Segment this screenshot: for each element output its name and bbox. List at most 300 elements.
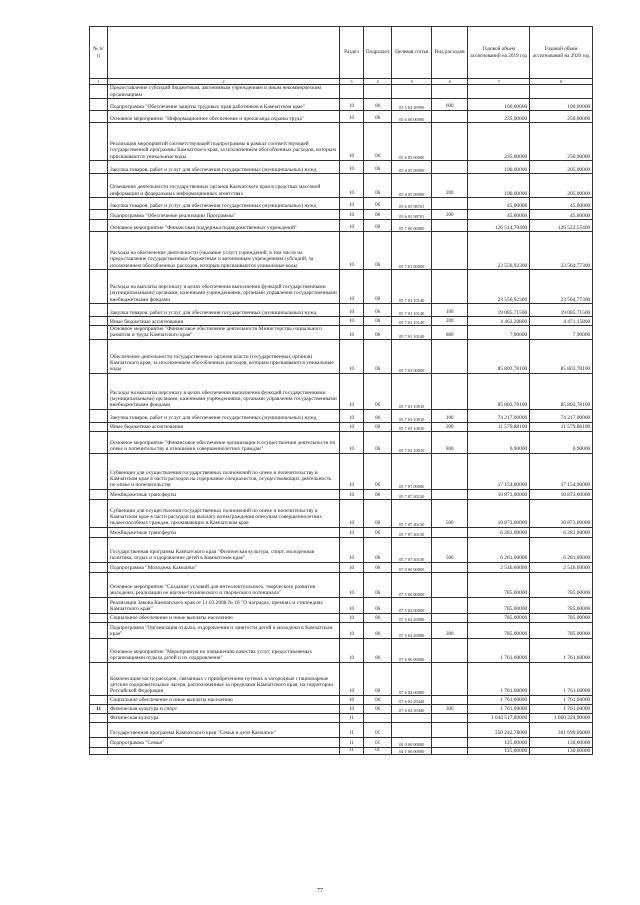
row-razdel: 11 — [340, 722, 364, 737]
table-row — [90, 85, 593, 99]
table-body — [90, 85, 593, 755]
row-razdel: 10 — [340, 527, 364, 537]
row-podrazdel: 06 — [364, 209, 392, 219]
row-amount-2020 — [530, 85, 593, 99]
row-csr: 07 6 00 00000 — [392, 638, 432, 662]
row-csr: 07 6 02 00000 — [392, 662, 432, 695]
row-razdel: 10 — [340, 597, 364, 613]
budget-table — [89, 26, 593, 755]
row-razdel: 10 — [340, 662, 364, 695]
row-vr — [432, 231, 468, 269]
row-name: Обеспечение деятельности государственных органов власти (государственных органов) Камчатского края, за исключением обособленных расходов, которым присваиваются уникальные коды — [108, 339, 340, 373]
row-podrazdel: 06 — [364, 122, 392, 160]
row-razdel: 10 — [340, 269, 364, 303]
row-amount-2019: 100,00000 — [468, 98, 530, 110]
row-razdel: 10 — [340, 409, 364, 422]
row-amount-2020: 100,00000 — [530, 98, 593, 110]
col-number: 5 — [392, 79, 432, 85]
row-vr — [432, 489, 468, 499]
row-csr: 05 6 05 98701 — [392, 209, 432, 219]
row-amount-2020: 6 281,00000 — [530, 537, 593, 562]
row-vr: 300 — [432, 622, 468, 638]
row-razdel: 10 — [340, 219, 364, 231]
col-header-2020: Годовой объем ассигнований на 2020 год — [530, 27, 593, 79]
row-number — [90, 85, 108, 99]
row-number: 11 — [90, 704, 108, 713]
row-csr — [392, 722, 432, 737]
table-row — [90, 572, 593, 597]
row-vr: 300 — [432, 704, 468, 713]
row-razdel: 10 — [340, 613, 364, 622]
row-name: Закупка товаров, работ и услуг для обеспечения государственных (муниципальных) нужд — [108, 303, 340, 316]
row-razdel: 10 — [340, 316, 364, 325]
row-number — [90, 98, 108, 110]
row-amount-2020: 2 546,60000 — [530, 562, 593, 572]
row-amount-2020: 45,00000 — [530, 209, 593, 219]
row-amount-2020: 1 060 224,90000 — [530, 713, 593, 722]
row-name: Закупка товаров, работ и услуг для обеспечения государственных (муниципальных) нужд — [108, 409, 340, 422]
row-name: Государственная программа Камчатского края "Семья и дети Камчатки" — [108, 722, 340, 737]
table-row — [90, 695, 593, 704]
row-razdel: 10 — [340, 122, 364, 160]
row-amount-2019: 1 761,60000 — [468, 695, 530, 704]
row-podrazdel — [364, 713, 392, 722]
row-vr — [432, 85, 468, 99]
row-razdel: 10 — [340, 622, 364, 638]
row-amount-2020: 250,00000 — [530, 110, 593, 122]
row-vr: 100 — [432, 409, 468, 422]
row-csr: 05 6 05 09990 — [392, 173, 432, 197]
row-amount-2020: 1 761,60000 — [530, 704, 593, 713]
row-podrazdel: 06 — [364, 160, 392, 173]
row-name: Субвенции для осуществления государственных полномочий по опеке и попечительству в Камчатском крае в части расходов на содержание специалистов, осуществляющих деятельность по опеке и попечительству — [108, 453, 340, 489]
table-row — [90, 303, 593, 316]
row-csr: 05 7 03 10010 — [392, 422, 432, 431]
table-row — [90, 209, 593, 219]
table-row — [90, 173, 593, 197]
row-number — [90, 339, 108, 373]
row-amount-2020: 1 761,60000 — [530, 662, 593, 695]
row-vr — [432, 160, 468, 173]
table-row — [90, 339, 593, 373]
row-amount-2019: 85 803,78100 — [468, 339, 530, 373]
row-csr: 05 6 05 00000 — [392, 122, 432, 160]
row-podrazdel: 01 — [364, 722, 392, 737]
row-podrazdel: 06 — [364, 316, 392, 325]
col-header-podrazdel: Подраздел — [364, 27, 392, 79]
row-name: Межбюджетные трансферты — [108, 489, 340, 499]
row-amount-2020: 205,00000 — [530, 160, 593, 173]
row-vr — [432, 339, 468, 373]
row-amount-2019: 6 281,00000 — [468, 537, 530, 562]
row-amount-2019: 45,00000 — [468, 197, 530, 209]
row-podrazdel: 06 — [364, 537, 392, 562]
row-amount-2019: 1 044 517,89000 — [468, 713, 530, 722]
col-header-csr: Целевая статья — [392, 27, 432, 79]
row-csr: 05 7 01 10140 — [392, 316, 432, 325]
row-number — [90, 737, 108, 747]
row-csr: 07 6 02 20440 — [392, 704, 432, 713]
row-number — [90, 373, 108, 409]
row-vr — [432, 562, 468, 572]
page-number: 77 — [317, 888, 323, 894]
row-name: Компенсация части расходов, связанных с приобретением путевок в загородные стационарные детские оздоровительные лагеря, расположенные за пределами Камчатского края, на территории Российской Федерации — [108, 662, 340, 695]
row-number — [90, 638, 108, 662]
row-amount-2019: 235,00000 — [468, 110, 530, 122]
row-podrazdel: 06 — [364, 695, 392, 704]
row-csr — [392, 85, 432, 99]
row-csr: 05 6 05 98701 — [392, 197, 432, 209]
row-razdel: 11 — [340, 737, 364, 747]
row-name: Закупка товаров, работ и услуг для обеспечения государственных (муниципальных) нужд — [108, 160, 340, 173]
row-amount-2020: 785,00000 — [530, 572, 593, 597]
row-razdel: 10 — [340, 98, 364, 110]
row-name: Государственная программа Камчатского края "Физическая культура, спорт, молодежная политика, отдых и оздоровление детей в Камчатском крае" — [108, 537, 340, 562]
row-csr: 07 5 02 20080 — [392, 622, 432, 638]
row-csr: 05 5 04 49990 — [392, 98, 432, 110]
table-row — [90, 562, 593, 572]
row-csr — [392, 713, 432, 722]
row-razdel: 10 — [340, 110, 364, 122]
row-number — [90, 613, 108, 622]
row-razdel: 10 — [340, 197, 364, 209]
row-podrazdel: 06 — [364, 704, 392, 713]
row-csr: 05 7 07 40120 — [392, 499, 432, 527]
row-amount-2020: 1 761,60000 — [530, 638, 593, 662]
row-number — [90, 489, 108, 499]
row-amount-2019: 23 556,92300 — [468, 231, 530, 269]
row-vr: 500 — [432, 537, 468, 562]
row-csr: 05 7 07 40150 — [392, 537, 432, 562]
row-razdel: 10 — [340, 537, 364, 562]
row-amount-2019: 45,00000 — [468, 209, 530, 219]
row-name: Основное мероприятие "Мероприятия по повышению качества услуг, предоставляемых организациями отдыха детей и их оздоровления" — [108, 638, 340, 662]
row-razdel — [340, 85, 364, 99]
row-number — [90, 219, 108, 231]
row-podrazdel: 06 — [364, 527, 392, 537]
row-name: Подпрограмма "Обеспечение защиты трудовых прав работников в Камчатском крае" — [108, 98, 340, 110]
row-number — [90, 537, 108, 562]
row-name: Иные бюджетные ассигнования — [108, 316, 340, 325]
row-number — [90, 110, 108, 122]
row-name: Основное мероприятие "Информационное обеспечение и пропаганда охраны труда" — [108, 110, 340, 122]
row-podrazdel: 06 — [364, 562, 392, 572]
row-number — [90, 325, 108, 339]
table-row — [90, 622, 593, 638]
col-number: 1 — [90, 79, 108, 85]
row-amount-2020: 7,90000 — [530, 325, 593, 339]
row-csr: 05 7 00 00000 — [392, 219, 432, 231]
col-header-2019: Годовой объем ассигнований на 2019 год — [468, 27, 530, 79]
row-csr: 07 0 00 00000 — [392, 562, 432, 572]
table-row — [90, 122, 593, 160]
row-vr — [432, 269, 468, 303]
row-name: Освещение деятельности государственных органов Камчатского края в средствах массовой информации и федеральных информационных агентствах — [108, 173, 340, 197]
row-amount-2019: 11 579,88100 — [468, 422, 530, 431]
row-amount-2019: 19 085,71500 — [468, 303, 530, 316]
row-vr — [432, 527, 468, 537]
table-row — [90, 453, 593, 489]
table-row — [90, 316, 593, 325]
row-amount-2019: 17 154,00000 — [468, 453, 530, 489]
row-csr: 04 1 00 00000 — [392, 747, 432, 754]
row-amount-2020: 6,90000 — [530, 431, 593, 453]
col-header-razdel: Раздел — [340, 27, 364, 79]
row-vr — [432, 737, 468, 747]
row-razdel: 10 — [340, 373, 364, 409]
row-number — [90, 572, 108, 597]
table-row — [90, 431, 593, 453]
row-number — [90, 122, 108, 160]
row-csr: 05 7 01 00000 — [392, 231, 432, 269]
row-vr — [432, 638, 468, 662]
row-podrazdel: 06 — [364, 638, 392, 662]
row-podrazdel: 06 — [364, 431, 392, 453]
row-amount-2019: 125,00000 — [468, 747, 530, 754]
row-number — [90, 316, 108, 325]
row-amount-2020: 85 803,78100 — [530, 339, 593, 373]
row-amount-2020: 785,00000 — [530, 613, 593, 622]
table-row — [90, 231, 593, 269]
row-csr: 05 7 03 10010 — [392, 431, 432, 453]
row-amount-2019: 785,00000 — [468, 613, 530, 622]
row-csr: 05 7 03 10010 — [392, 409, 432, 422]
row-amount-2020: 130,00000 — [530, 737, 593, 747]
row-number — [90, 453, 108, 489]
row-number — [90, 747, 108, 754]
row-name: Иные бюджетные ассигнования — [108, 422, 340, 431]
row-podrazdel: 06 — [364, 597, 392, 613]
row-podrazdel: 01 — [364, 747, 392, 754]
row-amount-2020: 23 564,77300 — [530, 269, 593, 303]
row-name: Основное мероприятие "Финансовое обеспечение организации и осуществления деятельности по опеке и попечительству в отношении совершеннолетних граждан" — [108, 431, 340, 453]
row-podrazdel: 06 — [364, 613, 392, 622]
row-podrazdel: 06 — [364, 325, 392, 339]
row-vr: 200 — [432, 422, 468, 431]
row-name: Физическая культура и спорт — [108, 704, 340, 713]
row-amount-2019: 125,00000 — [468, 737, 530, 747]
row-amount-2019: 235,00000 — [468, 122, 530, 160]
row-csr: 05 6 05 09990 — [392, 160, 432, 173]
row-amount-2019: 785,00000 — [468, 622, 530, 638]
row-name: Основное мероприятие "Создание условий для интеллектуального, творческого развития молодежи, реализации ее научно-технического и творческого потенциала" — [108, 572, 340, 597]
row-amount-2019: 7,90000 — [468, 325, 530, 339]
row-csr: 07 5 02 20080 — [392, 613, 432, 622]
row-amount-2019: 6 281,00000 — [468, 527, 530, 537]
row-vr: 200 — [432, 209, 468, 219]
row-name: Подпрограмма "Обеспечение реализации Программы" — [108, 209, 340, 219]
row-number — [90, 713, 108, 722]
row-vr: 800 — [432, 431, 468, 453]
row-vr — [432, 722, 468, 737]
row-amount-2019: 1 761,60000 — [468, 704, 530, 713]
col-header-vr: Вид расходов — [432, 27, 468, 79]
row-amount-2019: 350 242,78000 — [468, 722, 530, 737]
row-razdel: 10 — [340, 339, 364, 373]
row-amount-2020: 205,00000 — [530, 173, 593, 197]
row-amount-2020: 45,00000 — [530, 197, 593, 209]
row-podrazdel: 06 — [364, 373, 392, 409]
table-row — [90, 722, 593, 737]
row-amount-2019: 10 873,00000 — [468, 499, 530, 527]
row-name: Социальное обеспечение и иные выплаты населению — [108, 613, 340, 622]
row-number — [90, 662, 108, 695]
row-razdel: 11 — [340, 713, 364, 722]
row-podrazdel: 06 — [364, 489, 392, 499]
row-amount-2019: 10 873,00000 — [468, 489, 530, 499]
row-vr: 600 — [432, 98, 468, 110]
row-amount-2020: 250,00000 — [530, 122, 593, 160]
row-number — [90, 722, 108, 737]
row-podrazdel: 06 — [364, 409, 392, 422]
row-name: Основное мероприятие "Финансовая поддержка подведомственных учреждений" — [108, 219, 340, 231]
row-podrazdel: 06 — [364, 622, 392, 638]
row-csr: 07 6 02 20440 — [392, 695, 432, 704]
row-vr: 800 — [432, 325, 468, 339]
row-amount-2020: 17 154,00000 — [530, 453, 593, 489]
table-row — [90, 613, 593, 622]
table-row — [90, 409, 593, 422]
row-vr — [432, 747, 468, 754]
row-number — [90, 409, 108, 422]
row-amount-2020: 361 699,06000 — [530, 722, 593, 737]
col-number: 4 — [364, 79, 392, 85]
row-csr: 05 7 07 40120 — [392, 489, 432, 499]
row-vr: 500 — [432, 499, 468, 527]
row-podrazdel: 06 — [364, 197, 392, 209]
table-row — [90, 197, 593, 209]
table-row — [90, 489, 593, 499]
table-row — [90, 662, 593, 695]
row-number — [90, 303, 108, 316]
row-amount-2019: 785,00000 — [468, 572, 530, 597]
row-podrazdel: 01 — [364, 737, 392, 747]
row-razdel: 10 — [340, 431, 364, 453]
row-podrazdel: 06 — [364, 219, 392, 231]
row-vr: 100 — [432, 303, 468, 316]
table-row — [90, 160, 593, 173]
table-row — [90, 110, 593, 122]
row-vr — [432, 662, 468, 695]
row-amount-2019: 1 761,60000 — [468, 638, 530, 662]
row-amount-2020: 23 564,77300 — [530, 231, 593, 269]
row-name: Реализация мероприятий соответствующей подпрограммы в рамках соответствующей государственной программы Камчатского края, за исключением обособленных расходов, которым присваиваются уникальные коды — [108, 122, 340, 160]
row-amount-2020: 85 803,78100 — [530, 373, 593, 409]
row-razdel: 10 — [340, 562, 364, 572]
table-row — [90, 325, 593, 339]
row-number — [90, 527, 108, 537]
row-amount-2020: 10 873,00000 — [530, 489, 593, 499]
row-amount-2020: 74 217,00000 — [530, 409, 593, 422]
row-podrazdel: 06 — [364, 422, 392, 431]
row-name: Подпрограмма "Организация отдыха, оздоровления и занятости детей и молодежи в Камчатском крае" — [108, 622, 340, 638]
row-vr — [432, 695, 468, 704]
row-name: Межбюджетные трансферты — [108, 527, 340, 537]
row-name: Субвенции для осуществления государственных полномочий по опеке и попечительству в Камчатском крае в части расходов на выплату вознаграждения опекунам совершеннолетних недееспособных граждан, проживающих в Камчатском крае — [108, 499, 340, 527]
row-podrazdel: 06 — [364, 173, 392, 197]
row-podrazdel: 06 — [364, 339, 392, 373]
row-vr — [432, 122, 468, 160]
row-amount-2020: 130,00000 — [530, 747, 593, 754]
row-amount-2020: 19 085,71500 — [530, 303, 593, 316]
col-header-no: № п/п — [90, 27, 108, 79]
row-csr: 05 7 07 40150 — [392, 527, 432, 537]
row-amount-2020: 6 281,00000 — [530, 527, 593, 537]
row-razdel: 10 — [340, 695, 364, 704]
row-amount-2020: 11 579,88100 — [530, 422, 593, 431]
row-number — [90, 622, 108, 638]
table-row — [90, 499, 593, 527]
row-csr: 05 7 01 10140 — [392, 269, 432, 303]
row-amount-2020: 785,00000 — [530, 597, 593, 613]
table-row — [90, 747, 593, 754]
row-csr: 05 7 01 10140 — [392, 303, 432, 316]
row-csr: 05 7 03 00000 — [392, 339, 432, 373]
row-amount-2020: 10 873,00000 — [530, 499, 593, 527]
row-amount-2019: 190,00000 — [468, 173, 530, 197]
col-number: 2 — [108, 79, 340, 85]
row-amount-2020: 785,00000 — [530, 622, 593, 638]
row-podrazdel: 06 — [364, 110, 392, 122]
row-razdel: 10 — [340, 453, 364, 489]
row-name: Физическая культура — [108, 713, 340, 722]
row-vr — [432, 197, 468, 209]
table-row — [90, 422, 593, 431]
row-razdel: 11 — [340, 747, 364, 754]
row-vr — [432, 219, 468, 231]
row-name: Социальное обеспечение и иные выплаты населению — [108, 695, 340, 704]
row-csr: 05 7 03 10010 — [392, 373, 432, 409]
row-csr: 07 5 00 00000 — [392, 572, 432, 597]
row-number — [90, 422, 108, 431]
row-podrazdel: 06 — [364, 572, 392, 597]
row-number — [90, 173, 108, 197]
row-amount-2019: 1 761,60000 — [468, 662, 530, 695]
row-amount-2019: 6,90000 — [468, 431, 530, 453]
row-razdel: 10 — [340, 160, 364, 173]
row-razdel: 10 — [340, 572, 364, 597]
row-amount-2019 — [468, 85, 530, 99]
row-name — [108, 747, 340, 754]
row-podrazdel: 06 — [364, 453, 392, 489]
row-csr: 04 0 00 00000 — [392, 737, 432, 747]
row-csr: 05 7 07 00000 — [392, 453, 432, 489]
row-podrazdel: 06 — [364, 303, 392, 316]
row-razdel: 10 — [340, 209, 364, 219]
row-podrazdel: 06 — [364, 499, 392, 527]
row-vr — [432, 713, 468, 722]
row-amount-2019: 126 514,70400 — [468, 219, 530, 231]
row-vr — [432, 613, 468, 622]
table-row — [90, 737, 593, 747]
table-row — [90, 638, 593, 662]
row-razdel: 10 — [340, 325, 364, 339]
row-name: Закупка товаров, работ и услуг для обеспечения государственных (муниципальных) нужд — [108, 197, 340, 209]
col-number: 8 — [530, 79, 593, 85]
row-razdel: 10 — [340, 638, 364, 662]
row-vr — [432, 572, 468, 597]
row-amount-2019: 785,00000 — [468, 597, 530, 613]
row-csr: 05 6 00 00000 — [392, 110, 432, 122]
table-row — [90, 219, 593, 231]
row-name: Расходы на обеспечение деятельности (оказание услуг) учреждений, в том числе на предоставление государственным бюджетным и автономным учреждениям субсидий, за исключением обособленных расходов, которым присваиваются уникальные коды — [108, 231, 340, 269]
row-number — [90, 160, 108, 173]
row-razdel: 10 — [340, 303, 364, 316]
row-amount-2019: 2 546,60000 — [468, 562, 530, 572]
row-amount-2019: 4 463,20800 — [468, 316, 530, 325]
row-podrazdel — [364, 85, 392, 99]
row-vr — [432, 597, 468, 613]
